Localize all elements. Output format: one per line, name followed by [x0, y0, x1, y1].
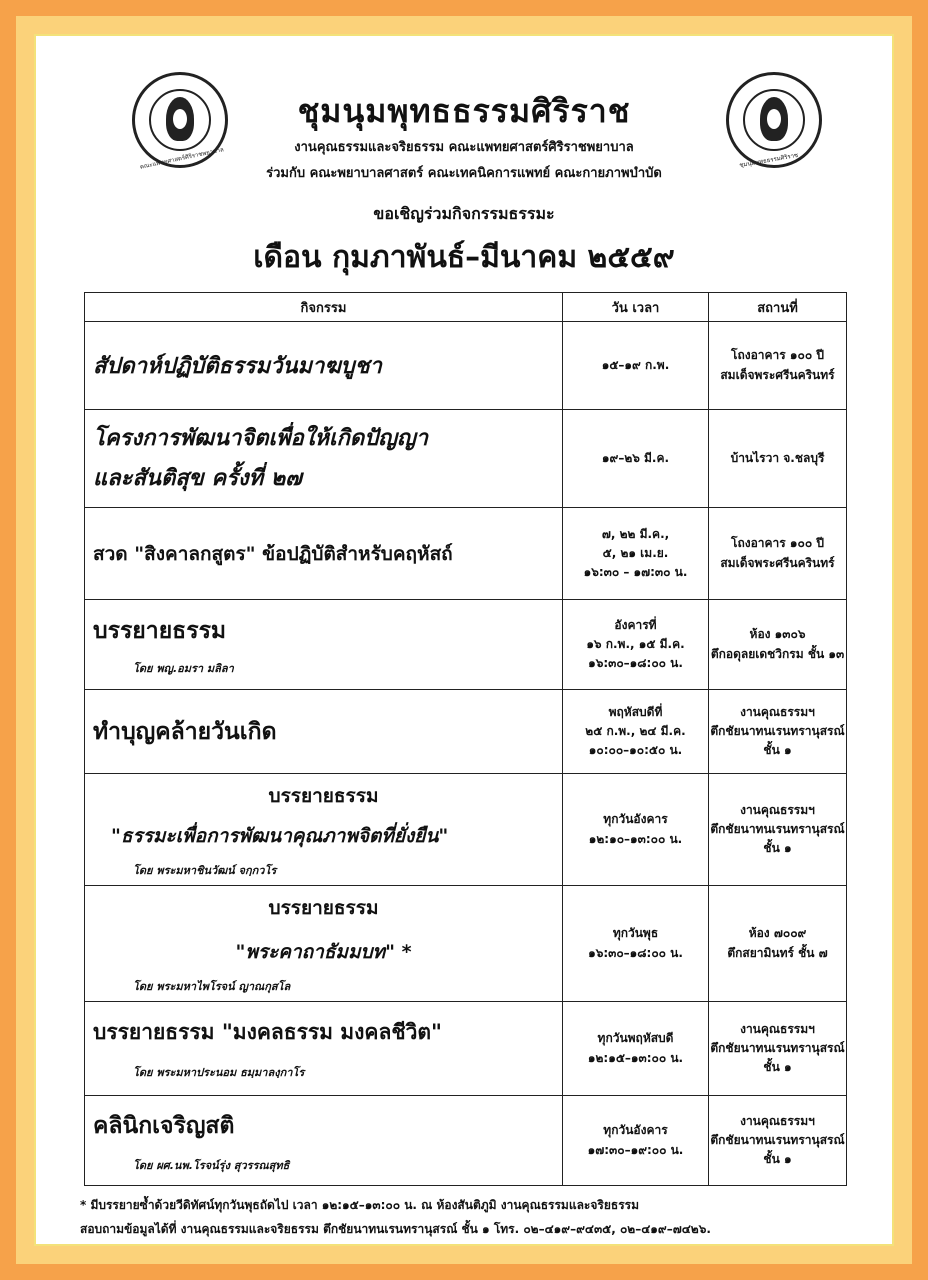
location-line: บ้านไรวา จ.ชลบุรี	[730, 450, 825, 465]
location-line: งานคุณธรรมฯ	[740, 1113, 815, 1128]
table-header-row	[85, 293, 847, 322]
organizer-line: งานคุณธรรมและจริยธรรม คณะแพทยศาสตร์ศิริราชพยาบาล	[294, 140, 634, 155]
speaker-line: โดย พญ.อมรา มลิลา	[133, 661, 234, 675]
datetime-line: ทุกวันอังคาร	[603, 812, 668, 827]
right-logo-text: ชุมนุมพุทธธรรมศิริราช	[738, 151, 799, 170]
location-line: ตึกชัยนาทนเรนทรานุสรณ์	[710, 723, 845, 738]
location-line: ห้อง ๗๐๐๙	[748, 926, 807, 941]
location-line: งานคุณธรรมฯ	[740, 704, 815, 719]
table-row	[85, 774, 847, 886]
location-line: ตึกสยามินทร์ ชั้น ๗	[727, 945, 828, 960]
table-row	[85, 410, 847, 508]
datetime-line: อังคารที่	[614, 617, 657, 632]
location-line: ตึกชัยนาทนเรนทรานุสรณ์	[710, 821, 845, 836]
datetime-line: ๑๖:๓๐ – ๑๗:๓๐ น.	[583, 565, 688, 580]
datetime-line: ๑๖:๓๐–๑๘:๐๐ น.	[588, 945, 683, 960]
location-line: งานคุณธรรมฯ	[740, 802, 815, 817]
month-heading: เดือน กุมภาพันธ์–มีนาคม ๒๕๕๙	[253, 240, 675, 275]
speaker-line: โดย ผศ.นพ.โรจน์รุ่ง สุวรรณสุทธิ	[133, 1158, 290, 1172]
poster-title: ชุมนุมพุทธธรรมศิริราช	[297, 92, 631, 130]
table-row	[85, 690, 847, 774]
poster-paper	[34, 34, 894, 1246]
activity-title: บรรยายธรรม	[268, 784, 379, 807]
location-line: ชั้น ๑	[763, 743, 792, 758]
invitation-line: ขอเชิญร่วมกิจกรรมธรรมะ	[373, 204, 555, 223]
header-activity: กิจกรรม	[85, 293, 563, 322]
activity-title: คลินิกเจริญสติ	[93, 1112, 235, 1139]
talk-topic: "ธรรมะเพื่อการพัฒนาคุณภาพจิตที่ยั่งยืน"	[111, 824, 449, 847]
location-line: โถงอาคาร ๑๐๐ ปี	[731, 536, 824, 551]
datetime-line: ๑๖ ก.พ., ๑๕ มี.ค.	[586, 636, 685, 651]
table-row	[85, 508, 847, 600]
contact-info: สอบถามข้อมูลได้ที่ งานคุณธรรมและจริยธรรม ตึกชัยนาทนเรนทรานุสรณ์ ชั้น ๑ โทร. ๐๒–๔๑๙–๙๔๓๕, ๐๒–๔๑๙–๗๔๒๖.	[80, 1222, 711, 1236]
poster-border	[16, 16, 912, 1264]
activity-title: โครงการพัฒนาจิตเพื่อให้เกิดปัญญา	[93, 425, 428, 451]
activity-title: สัปดาห์ปฏิบัติธรรมวันมาฆบูชา	[93, 354, 382, 379]
datetime-line: ทุกวันพุธ	[612, 926, 659, 941]
datetime-line: ๑๙–๒๖ มี.ค.	[601, 450, 670, 465]
location-line: ตึกชัยนาทนเรนทรานุสรณ์	[710, 1132, 845, 1147]
datetime-line: ๑๒:๑๕–๑๓:๐๐ น.	[587, 1050, 684, 1065]
location-line: โถงอาคาร ๑๐๐ ปี	[731, 348, 824, 363]
table-row	[85, 886, 847, 1002]
table-row	[85, 1096, 847, 1186]
location-line: ชั้น ๑	[763, 1152, 792, 1167]
table-row	[85, 1002, 847, 1096]
location-line: สมเด็จพระศรีนครินทร์	[720, 367, 835, 382]
footnote: * มีบรรยายซ้ำด้วยวีดิทัศน์ทุกวันพุธถัดไป เวลา ๑๒:๑๕–๑๓:๐๐ น. ณ ห้องสันติภูมิ งานคุณธรรมและจริยธรรม	[80, 1198, 639, 1212]
talk-topic: "พระคาถาธัมมบท" *	[235, 940, 412, 963]
location-line: ห้อง ๑๓๐๖	[749, 627, 806, 642]
datetime-line: ๗, ๒๒ มี.ค.,	[601, 526, 670, 541]
location-line: ตึกอดุลยเดชวิกรม ชั้น ๑๓	[710, 646, 845, 661]
partners-line: ร่วมกับ คณะพยาบาลศาสตร์ คณะเทคนิคการแพทย์ คณะกายภาพบำบัด	[266, 166, 662, 181]
datetime-line: ทุกวันพฤหัสบดี	[597, 1031, 674, 1046]
table-row	[85, 600, 847, 690]
datetime-line: ๒๕ ก.พ., ๒๔ มี.ค.	[585, 723, 686, 738]
activity-title: บรรยายธรรม	[93, 617, 227, 644]
location-line: งานคุณธรรมฯ	[740, 1021, 815, 1036]
activity-title-cont: และสันติสุข ครั้งที่ ๒๗	[93, 465, 302, 491]
speaker-line: โดย พระมหาไพโรจน์ ญาณกุสโล	[133, 979, 291, 993]
left-logo-text: คณะแพทยศาสตร์ศิริราชพยาบาล	[139, 146, 225, 171]
datetime-line: ๑๕–๑๙ ก.พ.	[601, 357, 670, 372]
datetime-line: ๑๗:๓๐–๑๙:๐๐ น.	[587, 1142, 684, 1157]
speaker-line: โดย พระมหาประนอม ธมฺมาลงฺกาโร	[133, 1066, 305, 1079]
activity-title: บรรยายธรรม	[268, 896, 379, 919]
header-datetime: วัน เวลา	[563, 293, 709, 322]
datetime-line: ๕, ๒๑ เม.ย.	[602, 545, 669, 560]
datetime-line: ๑๐:๐๐–๑๐:๕๐ น.	[588, 743, 683, 758]
table-row	[85, 322, 847, 410]
datetime-line: ๑๖:๓๐–๑๘:๐๐ น.	[588, 656, 683, 671]
datetime-line: ทุกวันอังคาร	[603, 1123, 668, 1138]
speaker-line: โดย พระมหาชินวัฒน์ จกฺกวโร	[133, 863, 277, 877]
datetime-line: ๑๒:๑๐–๑๓:๐๐ น.	[588, 831, 683, 846]
location-line: ตึกชัยนาทนเรนทรานุสรณ์	[710, 1040, 845, 1055]
location-line: ชั้น ๑	[763, 841, 792, 856]
activity-title: ทำบุญคล้ายวันเกิด	[93, 718, 277, 745]
activity-title: บรรยายธรรม "มงคลธรรม มงคลชีวิต"	[93, 1020, 442, 1044]
activity-title: สวด "สิงคาลกสูตร" ข้อปฏิบัติสำหรับคฤหัสถ์	[93, 542, 453, 565]
schedule-table	[84, 292, 847, 1186]
location-line: ชั้น ๑	[763, 1060, 792, 1075]
location-line: สมเด็จพระศรีนครินทร์	[720, 555, 835, 570]
header-location: สถานที่	[709, 293, 847, 322]
datetime-line: พฤหัสบดีที่	[608, 704, 663, 719]
